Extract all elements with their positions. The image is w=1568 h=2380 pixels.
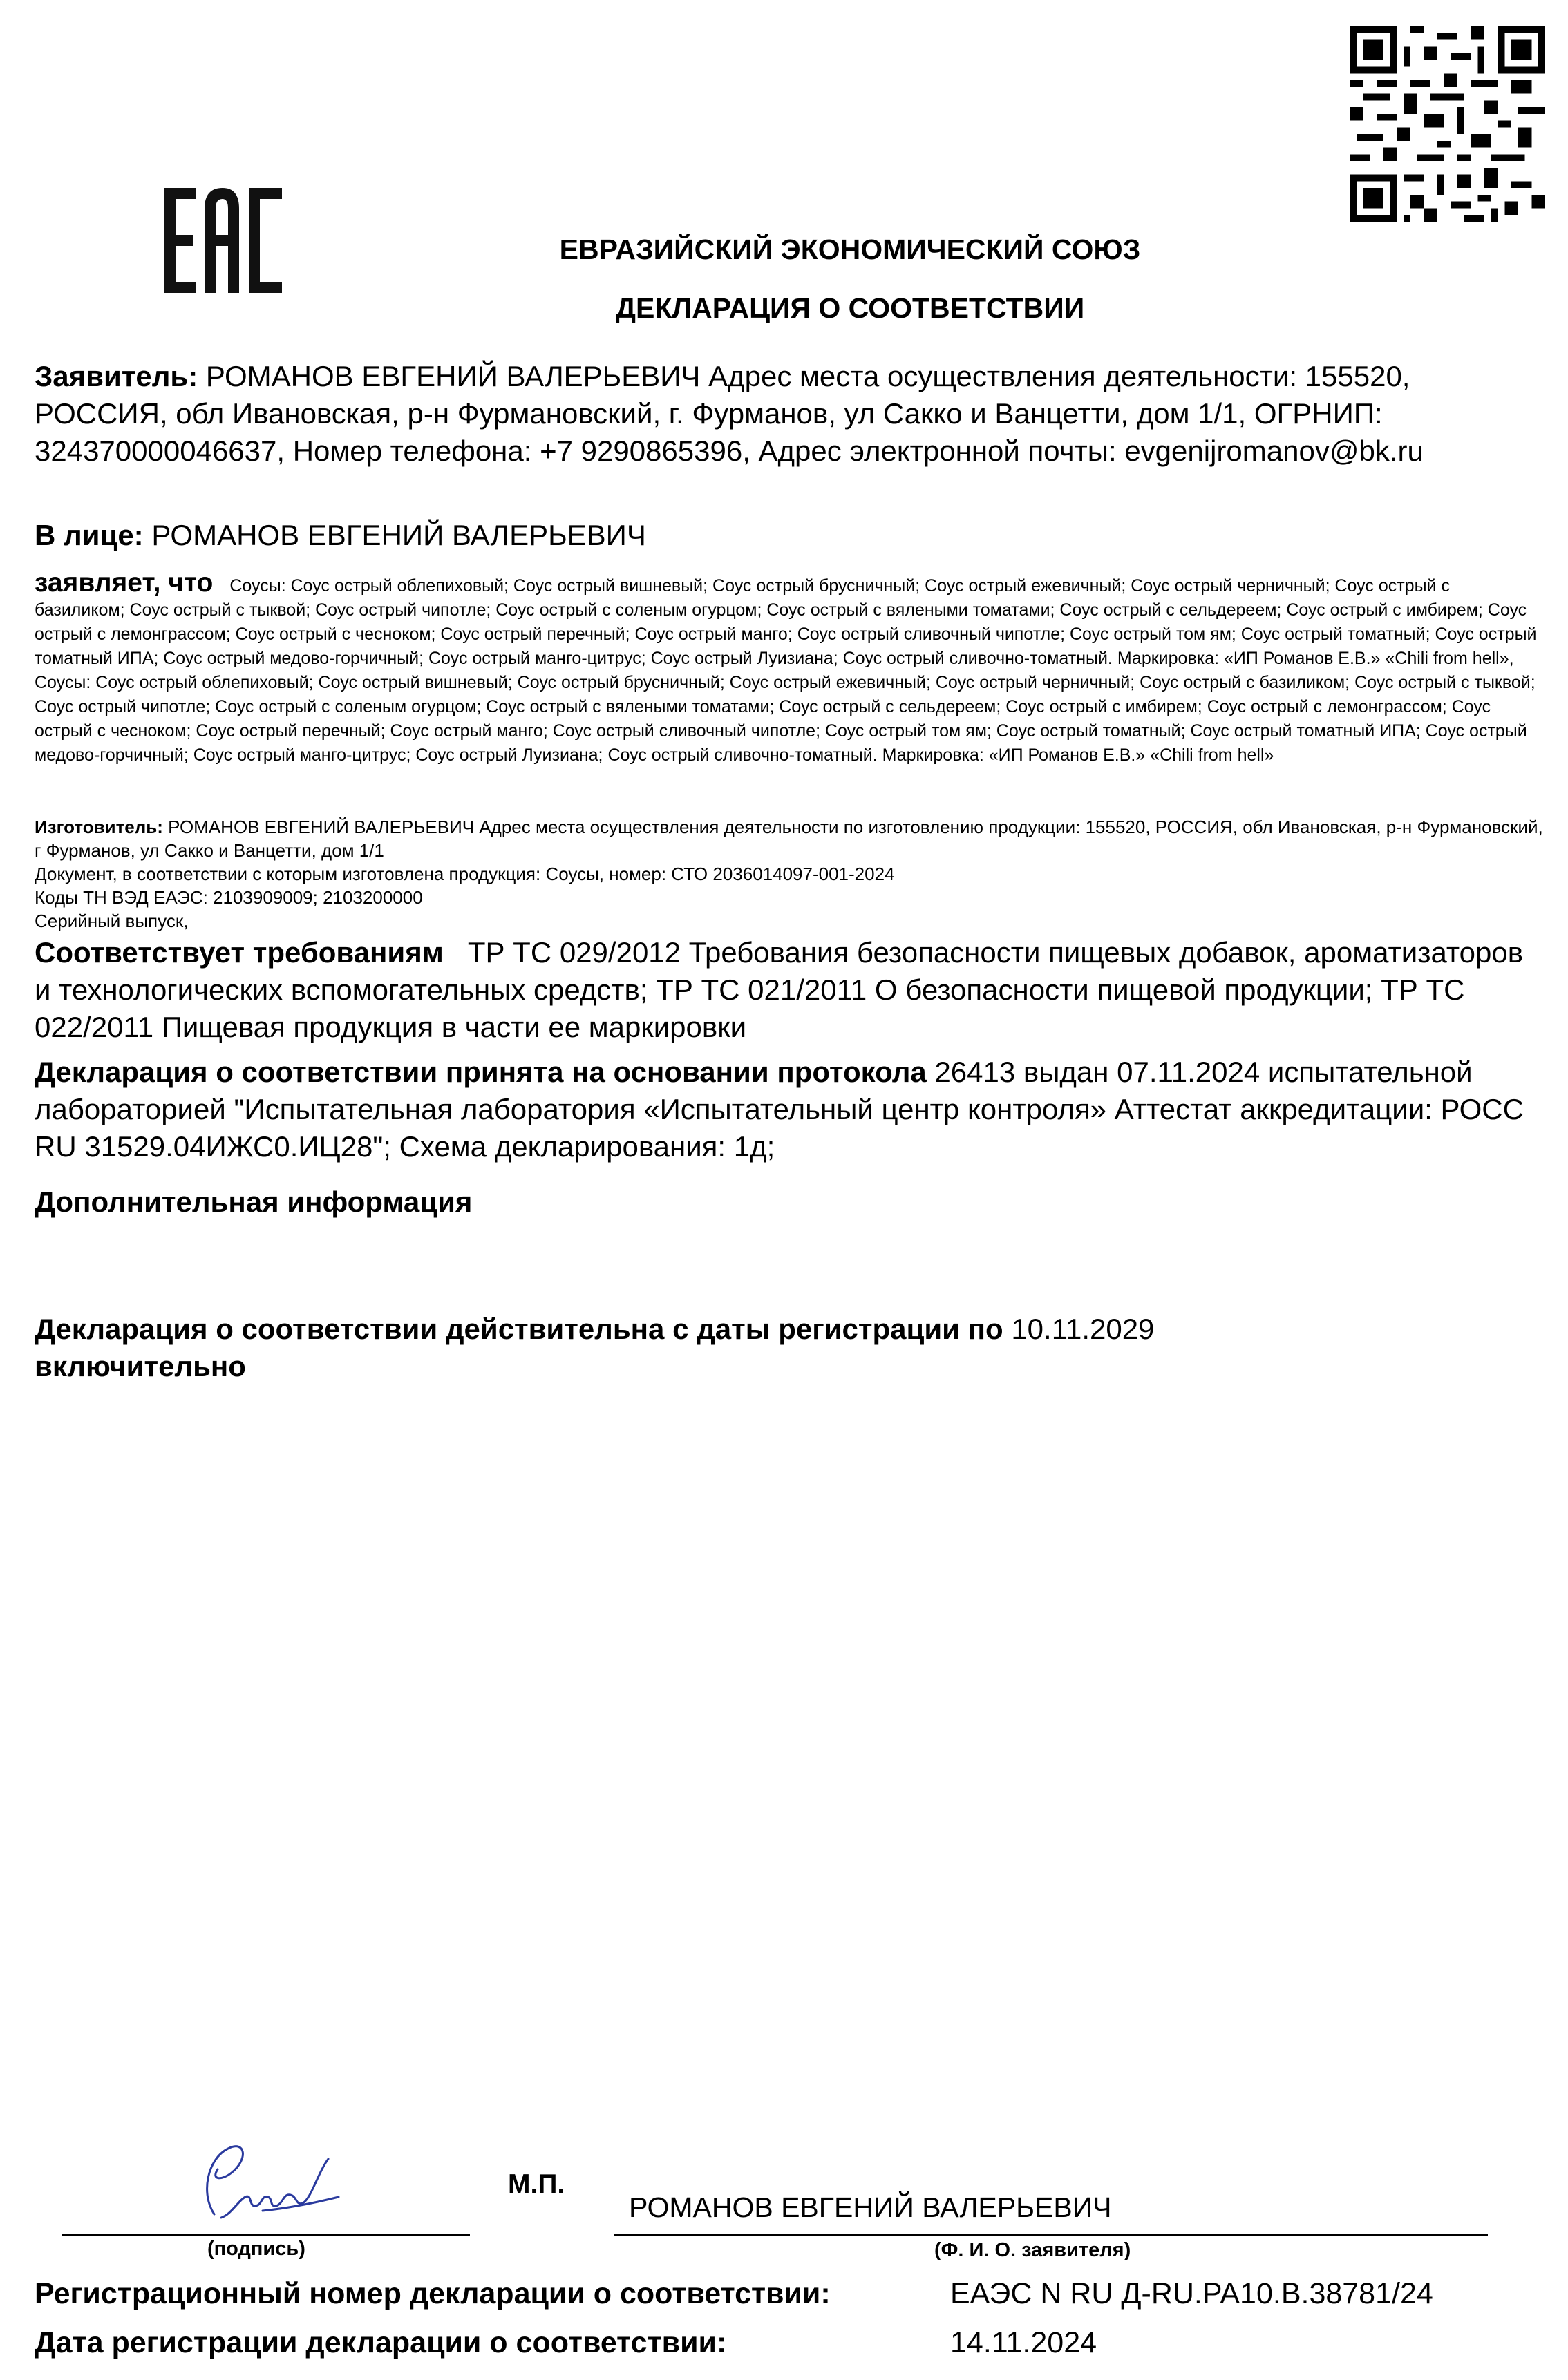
- person-text: РОМАНОВ ЕВГЕНИЙ ВАЛЕРЬЕВИЧ: [151, 519, 646, 551]
- basis-section: [35, 1054, 1541, 1165]
- applicant-text: РОМАНОВ ЕВГЕНИЙ ВАЛЕРЬЕВИЧ Адрес места осуществления деятельности: 155520, РОССИЯ, обл Ивановская, р-н Фурмановский, г. Фурманов, ул Сакко и Ванцетти, дом 1/1, ОГРНИП: 324370000046637, Номер телефона: +7 9290865396, Адрес электронной почты: evgenijromanov@bk.ru: [35, 360, 1424, 467]
- validity-suffix: включительно: [35, 1350, 246, 1382]
- signature-caption: (подпись): [207, 2238, 305, 2260]
- signature-line: [62, 2234, 470, 2236]
- manufacturer-label: Изготовитель:: [35, 817, 163, 837]
- person-label: В лице:: [35, 519, 144, 551]
- conforms-text: ТР ТС 029/2012 Требования безопасности пищевых добавок, ароматизаторов и технологических вспомогательных средств; ТР ТС 021/2011 О безопасности пищевой продукции; ТР ТС 022/2011 Пищевая продукция в части ее маркировки: [35, 936, 1524, 1043]
- manufacturer-document: Документ, в соответствии с которым изготовлена продукция: Соусы, номер: СТО 2036014097-001-2024: [35, 864, 895, 884]
- manufacturer-section: [35, 815, 1545, 933]
- validity-date: 10.11.2029: [1011, 1313, 1155, 1345]
- applicant-name: РОМАНОВ ЕВГЕНИЙ ВАЛЕРЬЕВИЧ: [629, 2191, 1112, 2223]
- registration-date-label: Дата регистрации декларации о соответствии:: [35, 2326, 727, 2359]
- conforms-label: Соответствует требованиям: [35, 936, 444, 969]
- declares-label: заявляет, что: [35, 568, 214, 598]
- fio-line: [614, 2234, 1488, 2236]
- validity-section: [35, 1311, 1541, 1385]
- union-title: ЕВРАЗИЙСКИЙ ЭКОНОМИЧЕСКИЙ СОЮЗ: [559, 234, 1141, 265]
- manufacturer-text: РОМАНОВ ЕВГЕНИЙ ВАЛЕРЬЕВИЧ Адрес места осуществления деятельности по изготовлению продукции: 155520, РОССИЯ, обл Ивановская, р-н Фурмановский, г Фурманов, ул Сакко и Ванцетти, дом 1/1: [35, 817, 1543, 861]
- applicant-section: [35, 358, 1541, 470]
- handwritten-signature: [180, 2131, 352, 2228]
- additional-info-label: Дополнительная информация: [35, 1186, 473, 1218]
- declares-text: Соусы: Соус острый облепиховый; Соус острый вишневый; Соус острый брусничный; Соус острый ежевичный; Соус острый черничный; Соус острый с базиликом; Соус острый с тыквой; Соус острый чипотле; Соус острый с соленым огурцом; Соус острый с вялеными томатами; Соус острый с сельдереем; Соус острый с имбирем; Соус острый с лемонграссом; Соус острый с чесноком; Соус острый перечный; Соус острый манго; Соус острый сливочный чипотле; Соус острый том ям; Соус острый томатный; Соус острый томатный ИПА; Соус острый медово-горчичный; Соус острый манго-цитрус; Соус острый Луизиана; Соус острый сливочно-томатный. Маркировка: «ИП Романов Е.В.» «Chili from hell», Соусы: Соус острый облепиховый; Соус острый вишневый; Соус острый брусничный; Соус острый ежевичный; Соус острый черничный; Соус острый с базиликом; Соус острый с тыквой; Соус острый чипотле; Соус острый с соленым огурцом; Соус острый с вялеными томатами; Соус острый с сельдереем; Соус острый с имбирем; Соус острый с лемонграссом; Соус острый с чесноком; Соус острый перечный; Соус острый манго; Соус острый сливочный чипотле; Соус острый том ям; Соус острый томатный; Соус острый томатный ИПА; Соус острый медово-горчичный; Соус острый манго-цитрус; Соус острый Луизиана; Соус острый сливочно-томатный. Маркировка: «ИП Романов Е.В.» «Chili from hell»: [35, 576, 1537, 765]
- qr-code-icon: [1350, 26, 1545, 222]
- basis-text: 26413 выдан 07.11.2024 испытательной лабораторией "Испытательная лаборатория «Испытательный центр контроля» Аттестат аккредитации: РОСС RU 31529.04ИЖС0.ИЦ28"; Схема декларирования: 1д;: [35, 1056, 1524, 1163]
- registration-date: 14.11.2024: [950, 2326, 1097, 2359]
- declaration-title: ДЕКЛАРАЦИЯ О СООТВЕТСТВИИ: [615, 292, 1085, 324]
- conforms-section: [35, 934, 1541, 1046]
- stamp-place-label: М.П.: [508, 2169, 565, 2199]
- validity-label: Декларация о соответствии действительна с даты регистрации по: [35, 1313, 1003, 1345]
- registration-number-label: Регистрационный номер декларации о соответствии:: [35, 2277, 831, 2310]
- person-section: [35, 517, 1541, 554]
- manufacturer-codes: Коды ТН ВЭД ЕАЭС: 2103909009; 2103200000: [35, 887, 423, 908]
- declares-section: [35, 568, 1545, 768]
- applicant-label: Заявитель:: [35, 360, 198, 392]
- manufacturer-release: Серийный выпуск,: [35, 911, 189, 931]
- fio-caption: (Ф. И. О. заявителя): [934, 2239, 1131, 2261]
- basis-label: Декларация о соответствии принята на основании протокола: [35, 1056, 927, 1088]
- registration-number: ЕАЭС N RU Д-RU.PA10.B.38781/24: [950, 2277, 1433, 2310]
